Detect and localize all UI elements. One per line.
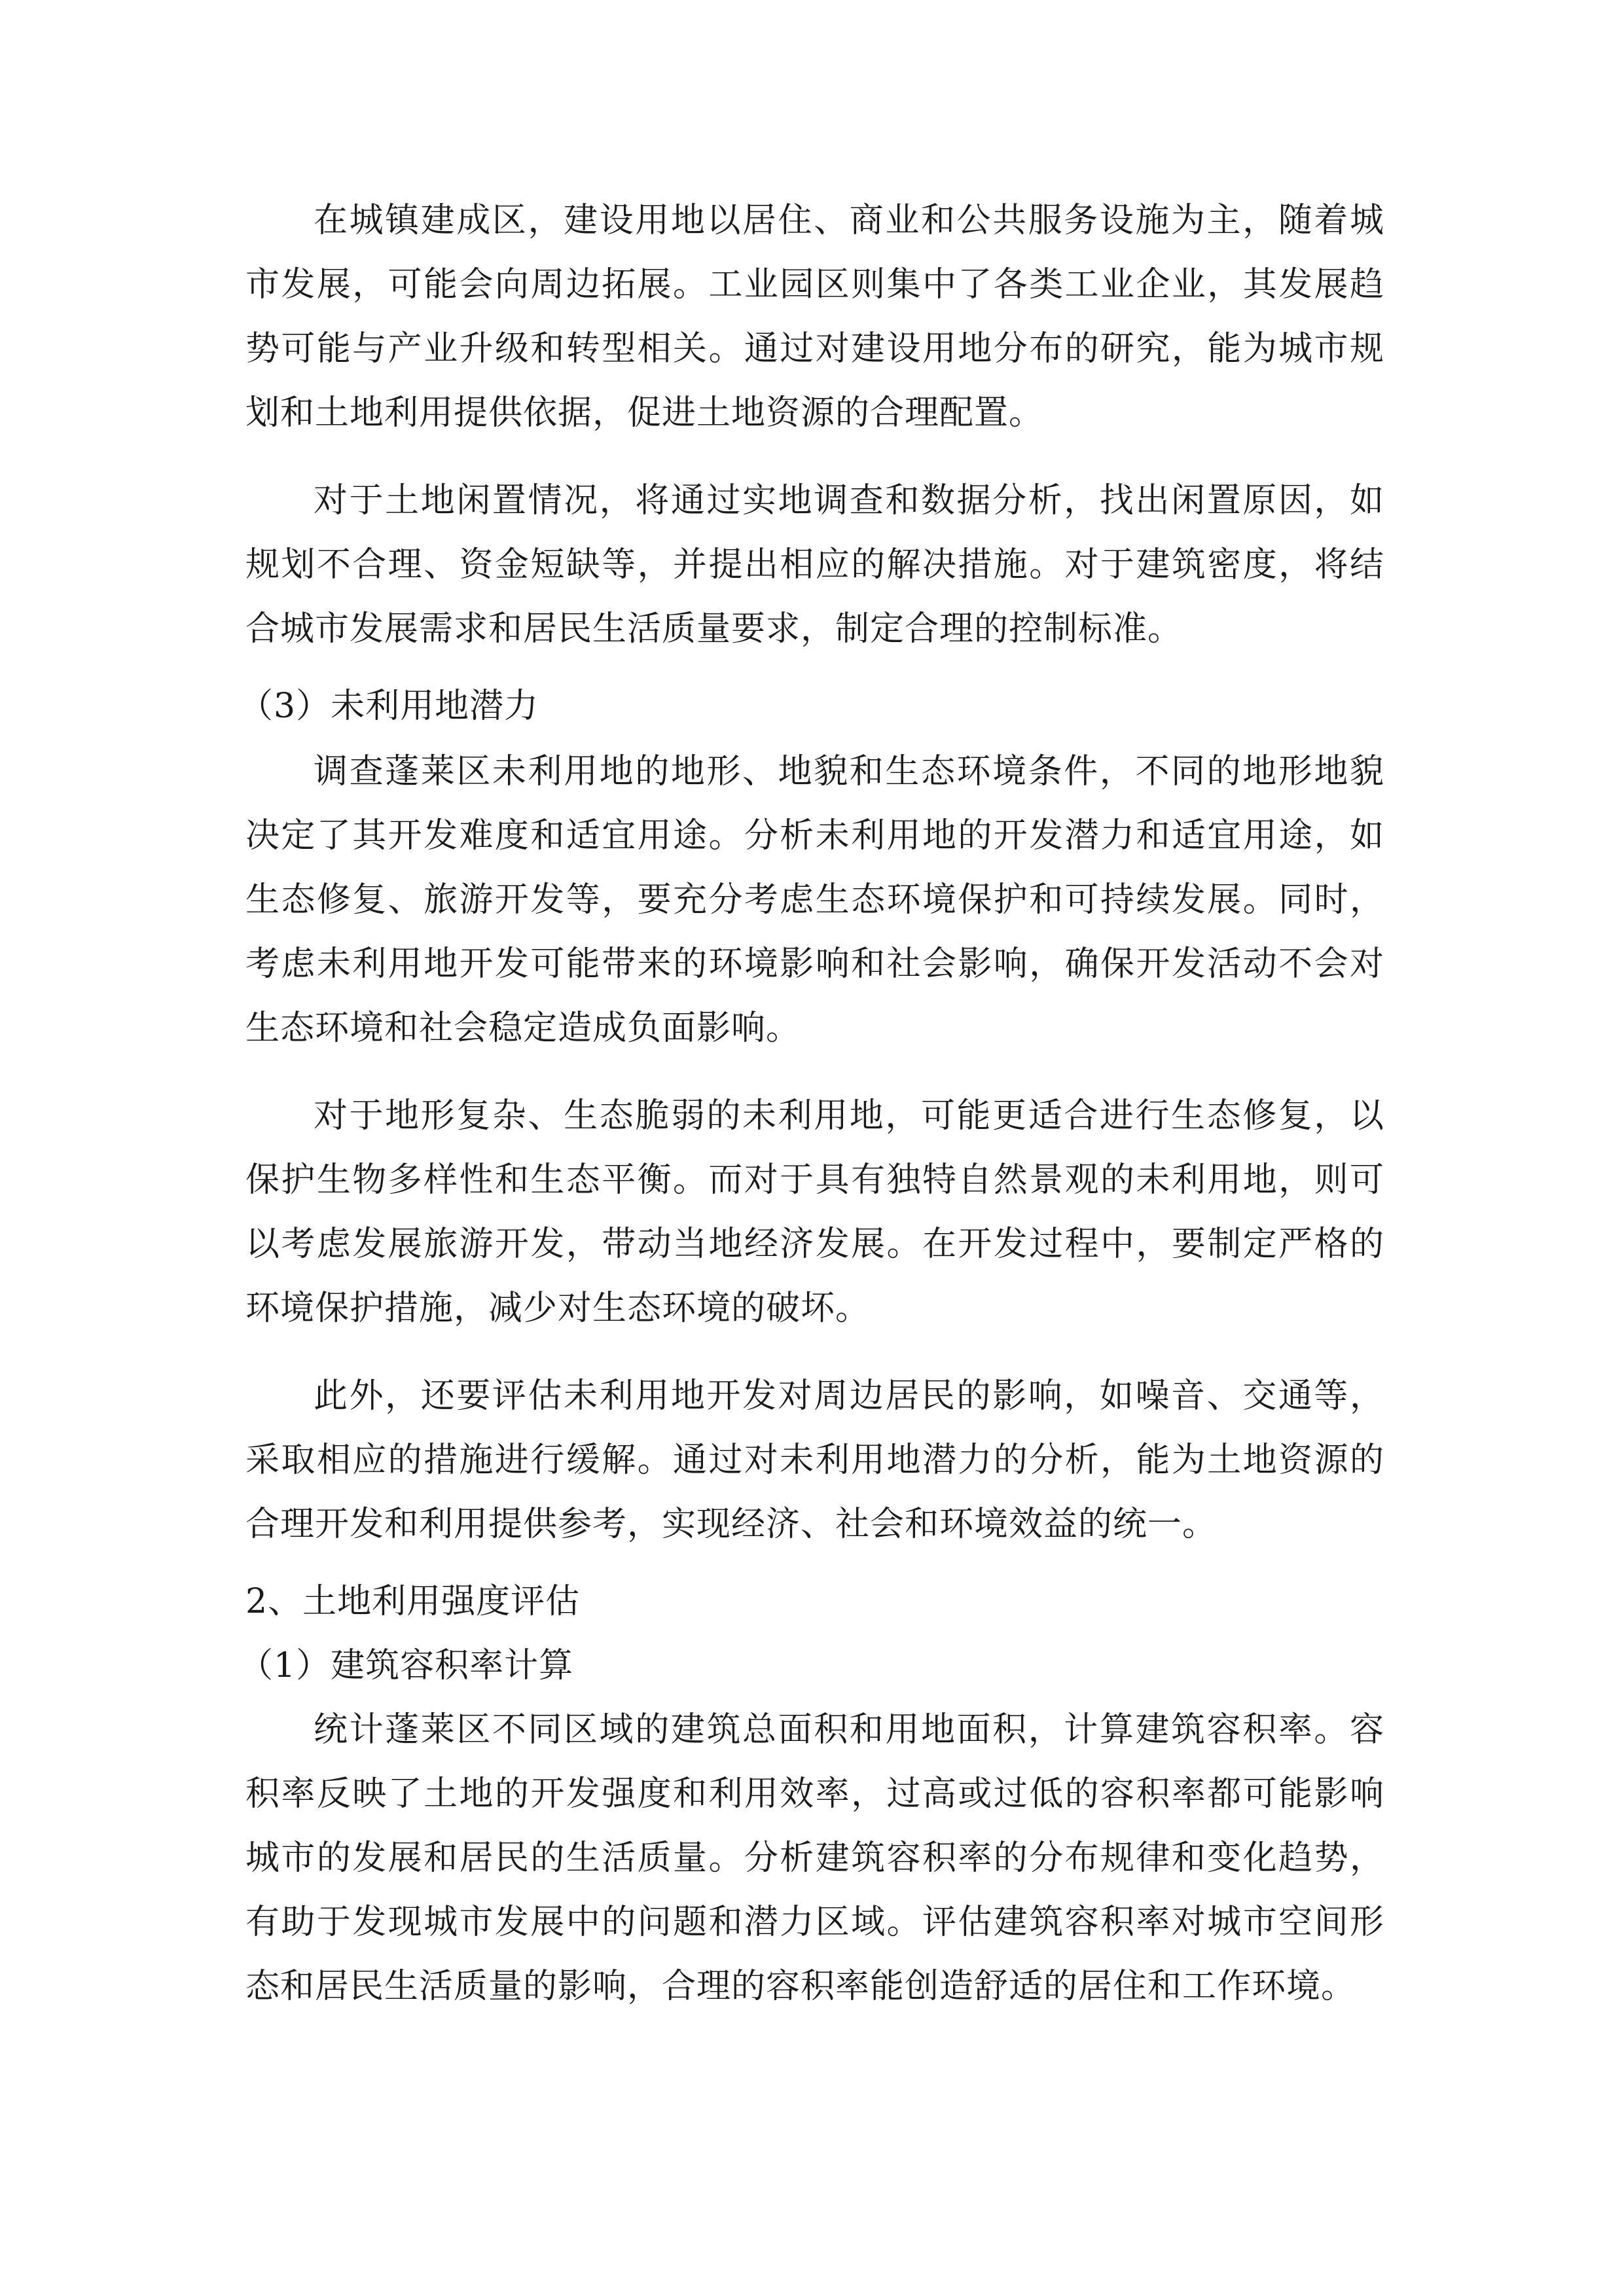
paragraph-floor-area-ratio: 统计蓬莱区不同区域的建筑总面积和用地面积，计算建筑容积率。容积率反映了土地的开发强度和利用效率，过高或过低的容积率都可能影响城市的发展和居民的生活质量。分析建筑容积率的分布规律和变化趋势，有助于发现城市发展中的问题和潜力区域。评估建筑容积率对城市空间形态和居民生活质量的影响，合理的容积率能创造舒适的居住和工作环境。 bbox=[245, 1710, 1384, 2006]
paragraph-built-up-area: 在城镇建成区，建设用地以居住、商业和公共服务设施为主，随着城市发展，可能会向周边拓展。工业园区则集中了各类工业企业，其发展趋势可能与产业升级和转型相关。通过对建设用地分布的研究，能为城市规划和土地利用提供依据，促进土地资源的合理配置。 bbox=[245, 201, 1384, 433]
paragraph-unused-land-survey: 调查蓬莱区未利用地的地形、地貌和生态环境条件，不同的地形地貌决定了其开发难度和适宜用途。分析未利用地的开发潜力和适宜用途，如生态修复、旅游开发等，要充分考虑生态环境保护和可持续发展。同时，考虑未利用地开发可能带来的环境影响和社会影响，确保开发活动不会对生态环境和社会稳定造成负面影响。 bbox=[245, 752, 1384, 1048]
document-body bbox=[239, 188, 1384, 2042]
heading-land-use-intensity: 2、土地利用强度评估 bbox=[245, 1582, 581, 1621]
paragraph-idle-land: 对于土地闲置情况，将通过实地调查和数据分析，找出闲置原因，如规划不合理、资金短缺等，并提出相应的解决措施。对于建筑密度，将结合城市发展需求和居民生活质量要求，制定合理的控制标准。 bbox=[245, 481, 1384, 649]
heading-floor-area-ratio: （1）建筑容积率计算 bbox=[239, 1646, 574, 1685]
paragraph-ecological-restoration: 对于地形复杂、生态脆弱的未利用地，可能更适合进行生态修复，以保护生物多样性和生态平衡。而对于具有独特自然景观的未利用地，则可以考虑发展旅游开发，带动当地经济发展。在开发过程中，要制定严格的环境保护措施，减少对生态环境的破坏。 bbox=[245, 1096, 1384, 1328]
heading-unused-land-potential: （3）未利用地潜力 bbox=[239, 687, 539, 726]
paragraph-resident-impact: 此外，还要评估未利用地开发对周边居民的影响，如噪音、交通等，采取相应的措施进行缓解。通过对未利用地潜力的分析，能为土地资源的合理开发和利用提供参考，实现经济、社会和环境效益的统一。 bbox=[245, 1376, 1384, 1544]
